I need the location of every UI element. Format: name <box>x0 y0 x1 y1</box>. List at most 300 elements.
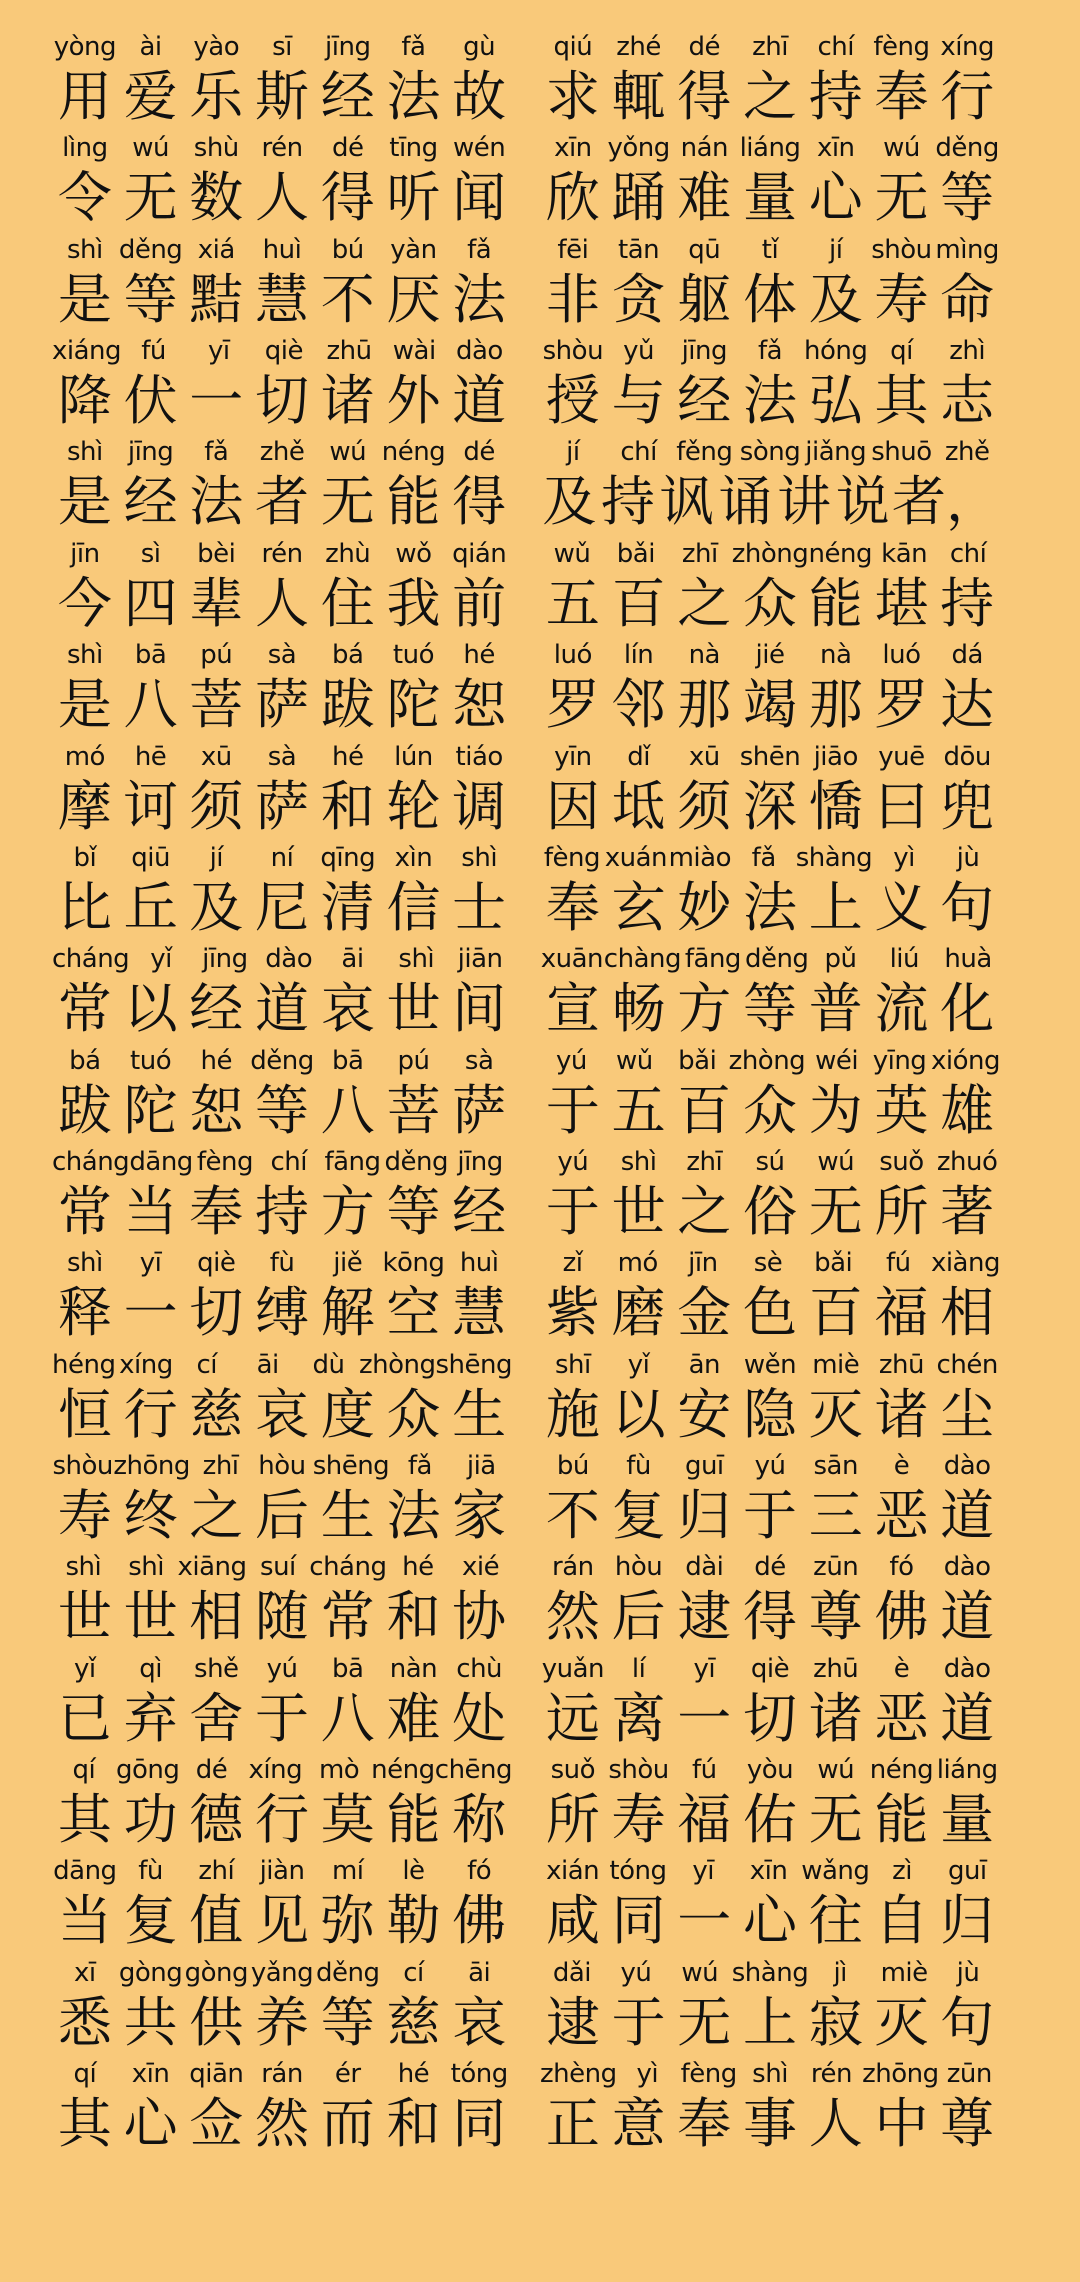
pinyin-syllable: jié <box>755 640 785 671</box>
pinyin-syllable: cháng <box>52 1146 130 1177</box>
pinyin-syllable: yī <box>207 336 230 367</box>
pinyin-syllable: yú <box>266 1653 298 1684</box>
hanzi-character: 见 <box>255 1889 310 1953</box>
hanzi-character: 方 <box>677 977 732 1041</box>
hanzi-line <box>540 1483 1000 1549</box>
pinyin-syllable: rén <box>261 538 303 569</box>
hanzi-character: 诸 <box>320 369 375 433</box>
hanzi-character: 授 <box>545 369 600 433</box>
pinyin-syllable: bú <box>556 1451 589 1482</box>
hanzi-character: 竭 <box>743 673 798 737</box>
hanzi-character: 一 <box>189 369 244 433</box>
hanzi-character: 共 <box>123 1990 178 2054</box>
verse-left-half <box>52 1449 512 1549</box>
hanzi-character: 萨 <box>452 1078 507 1142</box>
pinyin-syllable: chí <box>949 538 987 569</box>
pinyin-syllable: qīng <box>320 842 376 873</box>
pinyin-syllable: děng <box>744 944 809 975</box>
pinyin-syllable: děng <box>250 1045 314 1076</box>
pinyin-syllable: chù <box>456 1653 503 1684</box>
hanzi-line <box>540 2091 1000 2157</box>
pinyin-syllable: zūn <box>946 2059 992 2090</box>
hanzi-character: 于 <box>743 1484 798 1548</box>
hanzi-line <box>540 571 1000 637</box>
hanzi-character: 之 <box>677 571 732 635</box>
verse-row <box>0 1044 1080 1144</box>
hanzi-line <box>52 1888 512 1954</box>
pinyin-line <box>540 1956 1000 1990</box>
pinyin-syllable: zì <box>892 1856 912 1887</box>
verse-row <box>0 740 1080 840</box>
hanzi-character: 经 <box>320 65 375 128</box>
pinyin-syllable: zhī <box>686 1146 723 1177</box>
hanzi-character: 相 <box>189 1585 244 1649</box>
pinyin-syllable: yú <box>754 1451 786 1482</box>
pinyin-syllable: zhī <box>681 538 718 569</box>
hanzi-character: 妙 <box>677 875 732 939</box>
hanzi-character: 清 <box>320 875 375 939</box>
pinyin-syllable: xìn <box>394 842 433 873</box>
hanzi-character: 讽 <box>659 470 714 534</box>
pinyin-syllable: mí <box>331 1856 364 1887</box>
pinyin-line <box>540 1753 1000 1787</box>
hanzi-character: 菩 <box>189 673 244 737</box>
pinyin-syllable: bǎi <box>616 538 655 569</box>
hanzi-character: 人 <box>255 166 310 230</box>
hanzi-character: 得 <box>452 470 507 534</box>
pinyin-syllable: zhòng <box>728 1045 806 1076</box>
pinyin-syllable: fěng <box>676 437 733 468</box>
hanzi-character: 闻 <box>452 166 507 230</box>
hanzi-character: 施 <box>545 1382 600 1446</box>
hanzi-character: 今 <box>57 571 112 635</box>
hanzi-character: 陀 <box>123 1078 178 1142</box>
hanzi-character: 奉 <box>189 1179 244 1243</box>
hanzi-character: 法 <box>386 1484 441 1548</box>
hanzi-line <box>52 267 512 333</box>
hanzi-character: 奉 <box>677 2092 732 2156</box>
pinyin-syllable: dé <box>331 133 364 164</box>
pinyin-syllable: tǐ <box>761 234 779 265</box>
verse-right-half <box>540 1550 1000 1650</box>
pinyin-syllable: jiǎng <box>805 437 867 468</box>
hanzi-line <box>52 774 512 840</box>
hanzi-character: 养 <box>255 1990 310 2054</box>
verse-row <box>0 638 1080 738</box>
hanzi-character: 道 <box>940 1585 995 1649</box>
hanzi-character: 人 <box>255 571 310 635</box>
pinyin-syllable: xīn <box>554 133 592 164</box>
pinyin-line <box>52 30 512 64</box>
hanzi-character: 莫 <box>320 1788 375 1852</box>
pinyin-syllable: yǎng <box>250 1957 314 1988</box>
hanzi-character: 奉 <box>874 65 929 128</box>
pinyin-syllable: shēng <box>312 1451 390 1482</box>
hanzi-character: 持 <box>601 470 655 534</box>
pinyin-syllable: wéi <box>815 1045 859 1076</box>
hanzi-line <box>540 1078 1000 1144</box>
pinyin-syllable: tīng <box>389 133 438 164</box>
pinyin-syllable: dǎi <box>552 1957 592 1988</box>
hanzi-character: 五 <box>545 571 600 635</box>
pinyin-line <box>52 1753 512 1787</box>
pinyin-syllable: xīn <box>131 2059 170 2090</box>
hanzi-character: 世 <box>611 1179 666 1243</box>
hanzi-character: 道 <box>940 1686 995 1750</box>
pinyin-syllable: tóng <box>609 1856 667 1887</box>
hanzi-line <box>540 672 1000 738</box>
pinyin-syllable: yī <box>139 1248 162 1279</box>
pinyin-syllable: zhě <box>259 437 305 468</box>
pinyin-syllable: jiā <box>466 1451 496 1482</box>
hanzi-character: 者 <box>255 470 310 534</box>
pinyin-syllable: āi <box>256 1349 279 1380</box>
pinyin-syllable: wài <box>392 336 436 367</box>
pinyin-syllable: qí <box>890 336 913 367</box>
hanzi-character: 众 <box>743 571 798 635</box>
hanzi-character: 法 <box>743 875 798 939</box>
pinyin-syllable: nàn <box>389 1653 438 1684</box>
hanzi-character: 恶 <box>874 1686 929 1750</box>
pinyin-line <box>540 1449 1000 1483</box>
pinyin-syllable: yǐ <box>74 1653 96 1684</box>
pinyin-syllable: tuó <box>130 1045 172 1076</box>
hanzi-character: 跋 <box>57 1078 112 1142</box>
hanzi-character: 佛 <box>452 1889 507 1953</box>
pinyin-syllable: hóng <box>804 336 868 367</box>
pinyin-syllable: jí <box>829 234 843 265</box>
hanzi-character: 自 <box>874 1889 929 1953</box>
hanzi-character: 诃 <box>123 774 178 838</box>
pinyin-syllable: chí <box>270 1146 307 1177</box>
hanzi-character: 堪 <box>874 571 929 635</box>
hanzi-character: 外 <box>386 369 441 433</box>
hanzi-character: 俗 <box>743 1179 798 1243</box>
hanzi-character: 生 <box>452 1382 507 1446</box>
pinyin-syllable: xióng <box>930 1045 1000 1076</box>
hanzi-character: 寿 <box>874 267 929 331</box>
pinyin-syllable: yǔ <box>623 336 655 367</box>
verse-row <box>0 2057 1080 2157</box>
pinyin-line <box>52 1550 512 1584</box>
hanzi-character: 伏 <box>123 369 178 433</box>
hanzi-character: 四 <box>123 571 178 635</box>
hanzi-character: 行 <box>123 1382 178 1446</box>
pinyin-syllable: zǐ <box>562 1248 583 1279</box>
pinyin-syllable: yàn <box>390 234 437 265</box>
pinyin-syllable: sì <box>140 538 161 569</box>
pinyin-syllable: liú <box>889 944 919 975</box>
pinyin-syllable: dào <box>943 1653 991 1684</box>
hanzi-character: 慈 <box>189 1382 244 1446</box>
pinyin-syllable: dào <box>265 944 313 975</box>
hanzi-character: 归 <box>940 1889 995 1953</box>
pinyin-syllable: gōng <box>115 1755 180 1786</box>
pinyin-syllable: xíng <box>940 32 994 62</box>
pinyin-syllable: xiāng <box>177 1552 247 1583</box>
hanzi-character: 弃 <box>123 1686 178 1750</box>
verse-right-half <box>540 942 1000 1042</box>
hanzi-character: 化 <box>940 977 995 1041</box>
verse-right-half <box>540 1652 1000 1752</box>
hanzi-character: 心 <box>808 166 863 230</box>
pinyin-syllable: fǎ <box>407 1451 432 1482</box>
pinyin-syllable: shòu <box>52 1451 113 1482</box>
pinyin-syllable: jù <box>956 842 980 873</box>
pinyin-syllable: rán <box>261 2059 303 2090</box>
hanzi-character: 八 <box>320 1686 375 1750</box>
pinyin-syllable: shòu <box>542 336 604 367</box>
pinyin-syllable: yòu <box>746 1755 794 1786</box>
hanzi-character: 无 <box>874 166 929 230</box>
pinyin-syllable: shēn <box>739 741 801 772</box>
pinyin-syllable: hé <box>402 1552 434 1583</box>
pinyin-syllable: cháng <box>52 944 130 975</box>
hanzi-character: 以 <box>611 1382 666 1446</box>
pinyin-syllable: bá <box>332 640 364 671</box>
pinyin-syllable: suǒ <box>550 1755 596 1786</box>
verse-row <box>0 841 1080 941</box>
hanzi-character: 等 <box>386 1179 441 1243</box>
pinyin-syllable: hē <box>134 741 167 772</box>
verse-left-half <box>52 233 512 333</box>
pinyin-syllable: fǎ <box>751 842 776 873</box>
pinyin-syllable: hé <box>397 2059 430 2090</box>
pinyin-syllable: fāng <box>684 944 741 975</box>
hanzi-character: 得 <box>677 65 732 128</box>
hanzi-character: 前 <box>452 571 507 635</box>
hanzi-character: 讲 <box>777 470 832 534</box>
hanzi-character: 佛 <box>874 1585 929 1649</box>
pinyin-syllable: jīng <box>202 944 248 975</box>
hanzi-character: 坻 <box>611 774 666 838</box>
pinyin-syllable: dāng <box>53 1856 117 1887</box>
pinyin-syllable: jì <box>833 1957 847 1988</box>
hanzi-character: 轮 <box>386 774 441 838</box>
pinyin-syllable: mìng <box>935 234 999 265</box>
hanzi-character: 说 <box>835 470 890 534</box>
verse-left-half <box>52 1348 512 1448</box>
pinyin-syllable: fǎ <box>204 437 229 468</box>
verse-right-half <box>540 435 1000 535</box>
verse-row <box>0 1652 1080 1752</box>
hanzi-character: 义 <box>874 875 929 939</box>
hanzi-character: 体 <box>743 267 798 331</box>
hanzi-character: 跋 <box>320 673 375 737</box>
pinyin-line <box>540 233 1000 267</box>
pinyin-syllable: héng <box>52 1349 116 1380</box>
pinyin-syllable: jīng <box>127 437 174 468</box>
pinyin-syllable: ní <box>270 842 294 873</box>
hanzi-character: 和 <box>386 2092 441 2156</box>
hanzi-character: 法 <box>452 267 507 331</box>
hanzi-character: 往 <box>808 1889 863 1953</box>
verse-row <box>0 30 1080 130</box>
pinyin-syllable: dāng <box>129 1146 193 1177</box>
hanzi-character: 道 <box>452 369 507 433</box>
pinyin-syllable: miè <box>880 1957 928 1988</box>
hanzi-character: 士 <box>452 875 507 939</box>
pinyin-syllable: yì <box>636 2059 659 2090</box>
pinyin-syllable: chí <box>620 437 657 468</box>
pinyin-syllable: zhé <box>616 32 661 62</box>
verse-row <box>0 1854 1080 1954</box>
pinyin-syllable: è <box>893 1653 910 1684</box>
pinyin-syllable: rán <box>552 1552 594 1583</box>
pinyin-syllable: xuán <box>604 842 668 873</box>
pinyin-syllable: qiú <box>553 32 593 62</box>
hanzi-character: 须 <box>189 774 244 838</box>
hanzi-character: 一 <box>677 1686 732 1750</box>
pinyin-line <box>52 1449 512 1483</box>
pinyin-line <box>540 30 1000 64</box>
hanzi-character: 那 <box>808 673 863 737</box>
pinyin-syllable: bǐ <box>73 842 97 873</box>
pinyin-syllable: jīng <box>681 336 728 367</box>
pinyin-syllable: jí <box>209 842 224 873</box>
hanzi-line <box>52 165 512 231</box>
hanzi-character: 诵 <box>718 470 773 534</box>
hanzi-character: 信 <box>386 875 441 939</box>
hanzi-line <box>540 267 1000 333</box>
verse-right-half <box>540 638 1000 738</box>
pinyin-syllable: yī <box>693 1653 716 1684</box>
hanzi-character: 量 <box>940 1788 995 1852</box>
pinyin-syllable: yǐ <box>150 944 172 975</box>
verse-left-half <box>52 435 512 535</box>
hanzi-character: 求 <box>545 65 600 128</box>
hanzi-character: 尊 <box>940 2092 995 2156</box>
pinyin-line <box>540 1854 1000 1888</box>
pinyin-syllable: tiáo <box>455 741 503 772</box>
hanzi-character: 经 <box>123 470 178 534</box>
hanzi-character: 道 <box>940 1484 995 1548</box>
hanzi-character: 当 <box>123 1179 178 1243</box>
hanzi-character: 命 <box>940 267 995 331</box>
hanzi-character: 须 <box>677 774 732 838</box>
hanzi-character: 心 <box>743 1889 798 1953</box>
pinyin-syllable: shì <box>66 437 103 468</box>
pinyin-syllable: yī <box>692 1856 715 1887</box>
hanzi-character: 供 <box>189 1990 244 2054</box>
verse-left-half <box>52 2057 512 2157</box>
verse-right-half <box>540 740 1000 840</box>
pinyin-line <box>52 1246 512 1280</box>
hanzi-character: 色 <box>743 1281 798 1345</box>
pinyin-syllable: yì <box>893 842 915 873</box>
pinyin-syllable: shě <box>194 1653 239 1684</box>
pinyin-syllable: sè <box>753 1248 783 1279</box>
hanzi-character: 萨 <box>255 774 310 838</box>
hanzi-character: 不 <box>545 1484 600 1548</box>
pinyin-syllable: rén <box>810 2059 852 2090</box>
pinyin-syllable: xīn <box>749 1856 788 1887</box>
hanzi-character: 百 <box>611 571 666 635</box>
hanzi-character: 所 <box>874 1179 929 1243</box>
pinyin-syllable: qiè <box>197 1248 236 1279</box>
hanzi-character: 慧 <box>255 267 310 331</box>
hanzi-line <box>540 1382 1000 1448</box>
pinyin-syllable: pǔ <box>824 944 857 975</box>
hanzi-character: 哀 <box>452 1990 507 2054</box>
hanzi-character: 无 <box>808 1788 863 1852</box>
hanzi-character: 恒 <box>57 1382 112 1446</box>
hanzi-character: 随 <box>255 1585 310 1649</box>
pinyin-line <box>540 131 1000 165</box>
pinyin-syllable: xīn <box>816 133 855 164</box>
pinyin-syllable: zhì <box>949 336 986 367</box>
hanzi-character: 一 <box>123 1281 178 1345</box>
pinyin-syllable: shī <box>554 1349 591 1380</box>
pinyin-syllable: jīn <box>70 538 100 569</box>
verse-right-half <box>540 30 1000 130</box>
hanzi-character: 爱 <box>123 65 178 128</box>
hanzi-character: 经 <box>189 977 244 1041</box>
pinyin-syllable: zhī <box>752 32 788 62</box>
pinyin-syllable: xuān <box>540 944 604 975</box>
verse-row <box>0 1550 1080 1650</box>
pinyin-syllable: wú <box>329 437 367 468</box>
pinyin-syllable: jù <box>956 1957 980 1988</box>
pinyin-syllable: yīn <box>554 741 592 772</box>
hanzi-character: 功 <box>123 1788 178 1852</box>
hanzi-character: 勒 <box>386 1889 441 1953</box>
hanzi-character: 之 <box>743 65 798 128</box>
pinyin-syllable: hòu <box>614 1552 663 1583</box>
hanzi-character: 然 <box>255 2092 310 2156</box>
pinyin-syllable: guī <box>684 1451 724 1482</box>
hanzi-character: 复 <box>123 1889 178 1953</box>
pinyin-syllable: yú <box>557 1146 589 1177</box>
hanzi-character: 解 <box>320 1281 375 1345</box>
pinyin-syllable: yǒng <box>607 133 670 164</box>
pinyin-syllable: hé <box>331 741 364 772</box>
pinyin-syllable: wú <box>883 133 920 164</box>
verse-left-half <box>52 942 512 1042</box>
pinyin-syllable: qiè <box>750 1653 790 1684</box>
pinyin-syllable: xiáng <box>52 336 122 367</box>
pinyin-line <box>540 740 1000 774</box>
pinyin-syllable: tuó <box>392 640 434 671</box>
pinyin-syllable: suí <box>260 1552 296 1583</box>
hanzi-character: 比 <box>57 875 112 939</box>
hanzi-line <box>540 1280 1000 1346</box>
pinyin-syllable: lìng <box>62 133 108 164</box>
hanzi-character: 协 <box>452 1585 507 1649</box>
hanzi-line <box>52 1179 512 1245</box>
hanzi-character: 称 <box>452 1788 507 1852</box>
pinyin-syllable: shuō <box>871 437 932 468</box>
hanzi-character: 切 <box>189 1281 244 1345</box>
hanzi-character: 然 <box>545 1585 600 1649</box>
hanzi-character: 磨 <box>611 1281 666 1345</box>
hanzi-character: 福 <box>874 1281 929 1345</box>
hanzi-line <box>540 1179 1000 1245</box>
hanzi-character: 家 <box>452 1484 507 1548</box>
pinyin-syllable: néng <box>808 538 872 569</box>
hanzi-character: 斯 <box>255 65 310 128</box>
hanzi-line <box>540 64 1000 130</box>
hanzi-character: 量 <box>743 166 798 230</box>
hanzi-character: 于 <box>545 1078 600 1142</box>
hanzi-line <box>52 976 512 1042</box>
hanzi-character: 我 <box>386 571 441 635</box>
hanzi-character: 缚 <box>255 1281 310 1345</box>
pinyin-syllable: ér <box>334 2059 361 2090</box>
pinyin-syllable: fāng <box>324 1146 381 1177</box>
pinyin-syllable: dù <box>312 1349 345 1380</box>
hanzi-character: 无 <box>677 1990 732 2054</box>
